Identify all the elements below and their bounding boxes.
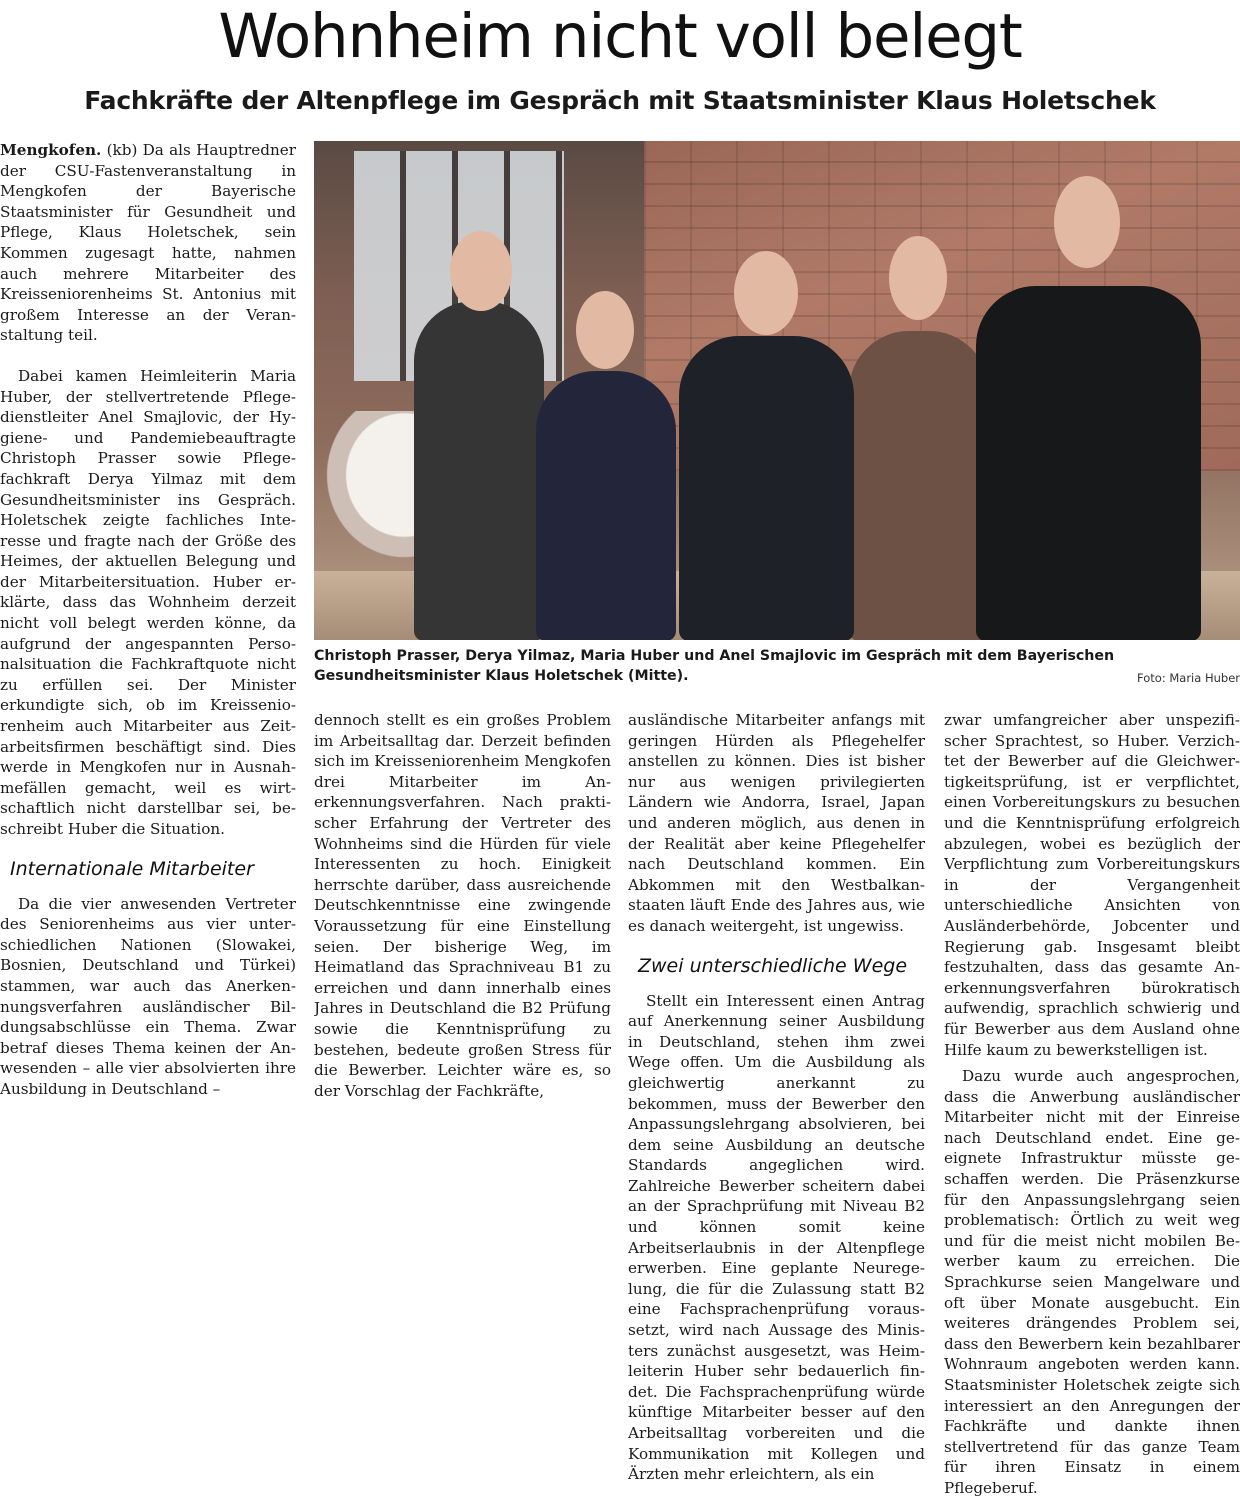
photo-credit: Foto: Maria Huber bbox=[1137, 671, 1240, 685]
photo-person-3-head bbox=[734, 251, 798, 335]
article-column-4 bbox=[944, 710, 1240, 1500]
subheading-internationale-mitarbeiter: Internationale Mitarbeiter bbox=[10, 857, 254, 880]
paragraph-3: Da die vier anwesenden Vertreter des Seniorenheims aus vier unterschiedlichen Nationen (Slowakei, Bosnien, Deutschland und Türkei) stammen, war auch das Anerkennungsverfahren ausländischer Bildungsabschlüsse ein Thema. Zwar betraf dieses Thema keinen der Anwesenden – alle vier absolvierten ihre Ausbildung in Deutschland – bbox=[0, 894, 296, 1098]
photo-person-2-head bbox=[576, 291, 634, 369]
photo-person-5 bbox=[976, 286, 1201, 640]
article-column-1 bbox=[0, 140, 296, 1100]
photo-person-1-head bbox=[450, 231, 512, 311]
paragraph-8: Dazu wurde auch angesprochen, dass die Anwerbung ausländischer Mitarbeiter nicht mit der Einreise nach Deutschland endet. Eine geeignete Infrastruktur müsste geschaffen werden. Die Präsenzkurse für den Anpassungslehrgang seien problematisch: Örtlich zu weit weg und für die meist nicht mobilen Bewerber kaum zu erreichen. Die Sprachkurse seien Mangelware und oft über Monate ausgebucht. Ein weiteres drängendes Problem sei, dass den Bewerbern kein bezahlbarer Wohnraum angeboten werden kann. Staatsminister Holetschek zeigte sich interessiert an den Anregungen der Fachkräfte und dankte ihnen stellvertretend für das ganze Team für ihren Einsatz in einem Pflegeberuf. bbox=[944, 1067, 1240, 1497]
headline: Wohnheim nicht voll belegt bbox=[218, 1, 1022, 72]
paragraph-5: ausländische Mitarbeiter anfangs mit geringen Hürden als Pflegehelfer anstellen zu können. Dies ist bisher nur aus wenigen privilegierten Ländern wie Andorra, Israel, Japan und anderen möglich, aus denen in der Realität aber keine Pflegehelfer nach Deutschland kommen. Ein Abkommen mit den Westbalkanstaaten läuft Ende des Jahres aus, wie es danach weitergeht, ist ungewiss. bbox=[628, 711, 925, 935]
photo-person-4-head bbox=[889, 236, 947, 320]
dateline: Mengkofen. bbox=[0, 141, 102, 159]
lead-paragraph bbox=[0, 140, 296, 346]
subheadline: Fachkräfte der Altenpflege im Gespräch mit Staatsminister Klaus Holetschek bbox=[84, 86, 1156, 115]
paragraph-4: dennoch stellt es ein großes Problem im Arbeitsalltag dar. Derzeit befinden sich im Kreisseniorenheim Mengkofen drei Mitarbeiter im Anerkennungsverfahren. Nach praktischer Erfahrung der Vertreter des Wohnheims sind die Hürden für viele Interessenten zu hoch. Einigkeit herrschte darüber, dass ausreichende Deutschkenntnisse eine zwingende Voraussetzung für eine Einstellung seien. Der bisherige Weg, im Heimatland das Sprachniveau B1 zu erreichen und dann innerhalb eines Jahres in Deutschland die B2 Prüfung sowie die Kenntnisprüfung zu bestehen, bedeute großen Stress für die Bewerber. Leichter wäre es, so der Vorschlag der Fachkräfte, bbox=[314, 711, 611, 1100]
paragraph-2: Dabei kamen Heimleiterin Maria Huber, der stellvertretende Pflegedienstleiter Anel Smajlovic, der Hygiene- und Pandemiebeauftragte Christoph Prasser sowie Pflegefachkraft Derya Yilmaz mit dem Gesundheitsminister ins Gespräch. Holetschek zeigte fachliches Interesse und fragte nach der Größe des Heimes, der aktuellen Belegung und der Mitarbeitersituation. Huber erklärte, dass das Wohnheim derzeit nicht voll belegt werden könne, da aufgrund der angespannten Personalsituation die Fachkraftquote nicht zu erfüllen sei. Der Minister erkundigte sich, ob im Kreisseniorenheim auch Mitarbeiter aus Zeitarbeitsfirmen beschäftigt sind. Dies werde in Mengkofen nur in Ausnahmefällen gemacht, weil es wirtschaftlich nicht darstellbar sei, beschreibt Huber die Situation. bbox=[0, 366, 296, 838]
article-photo bbox=[314, 141, 1240, 640]
photo-person-1 bbox=[414, 301, 544, 640]
photo-person-2 bbox=[536, 371, 676, 640]
paragraph-7: zwar umfangreicher aber unspezifischer Sprachtest, so Huber. Verzichtet der Bewerber auf die Gleichwertigkeitsprüfung, ist er verpflichtet, einen Vorbereitungskurs zu besuchen und die Kenntnisprüfung erfolgreich abzulegen, wobei es bezüglich der Verpflichtung zum Vorbereitungskurs in der Vergangenheit unterschiedliche Ansichten von Ausländerbehörde, Jobcenter und Regierung gab. Insgesamt bleibt festzuhalten, dass das gesamte Anerkennungsverfahren bürokratisch aufwendig, sprachlich schwierig und für Bewerber aus dem Ausland ohne Hilfe kaum zu bewerkstelligen ist. bbox=[944, 711, 1240, 1059]
photo-person-4 bbox=[849, 331, 989, 640]
photo-person-3 bbox=[679, 336, 854, 640]
photo-person-5-head bbox=[1054, 176, 1120, 268]
lead-text: (kb) Da als Hauptredner der CSU-Fastenveranstaltung in Mengkofen der Bayerische Staatsminister für Gesundheit und Pflege, Klaus Holetschek, sein Kommen zugesagt hatte, nahmen auch mehrere Mitarbeiter des Kreisseniorenheims St. Antonius mit großem Interesse an der Veranstaltung teil. bbox=[0, 141, 296, 345]
paragraph-6: Stellt ein Interessent einen Antrag auf Anerkennung seiner Ausbildung in Deutschland, stehen ihm zwei Wege offen. Um die Ausbildung als gleichwertig anerkannt zu bekommen, muss der Bewerber den Anpassungslehrgang absolvieren, bei dem seine Ausbildung an deutsche Standards angeglichen wird. Zahlreiche Bewerber scheitern dabei an der Sprachprüfung mit Niveau B2 und können somit keine Arbeitserlaubnis in der Altenpflege erwerben. Eine geplante Neuregelung, die für die Zulassung statt B2 eine Fachsprachenprüfung voraussetzt, wird nach Aussage des Ministers zunächst ausgesetzt, was Heimleiterin Huber sehr bedauerlich findet. Die Fachsprachenprüfung würde künftige Mitarbeiter besser auf den Arbeitsalltag vorbereiten und die Kommunikation mit Kollegen und Ärzten mehr erleichtern, als ein bbox=[628, 991, 925, 1484]
article-column-3 bbox=[628, 710, 925, 1500]
subheading-zwei-wege: Zwei unterschiedliche Wege bbox=[638, 954, 908, 977]
photo-caption: Christoph Prasser, Derya Yilmaz, Maria Huber und Anel Smajlovic im Gespräch mit dem Bayerischen Gesundheitsminister Klaus Holetschek (Mitte). bbox=[314, 648, 1115, 684]
article-column-2 bbox=[314, 710, 611, 1100]
